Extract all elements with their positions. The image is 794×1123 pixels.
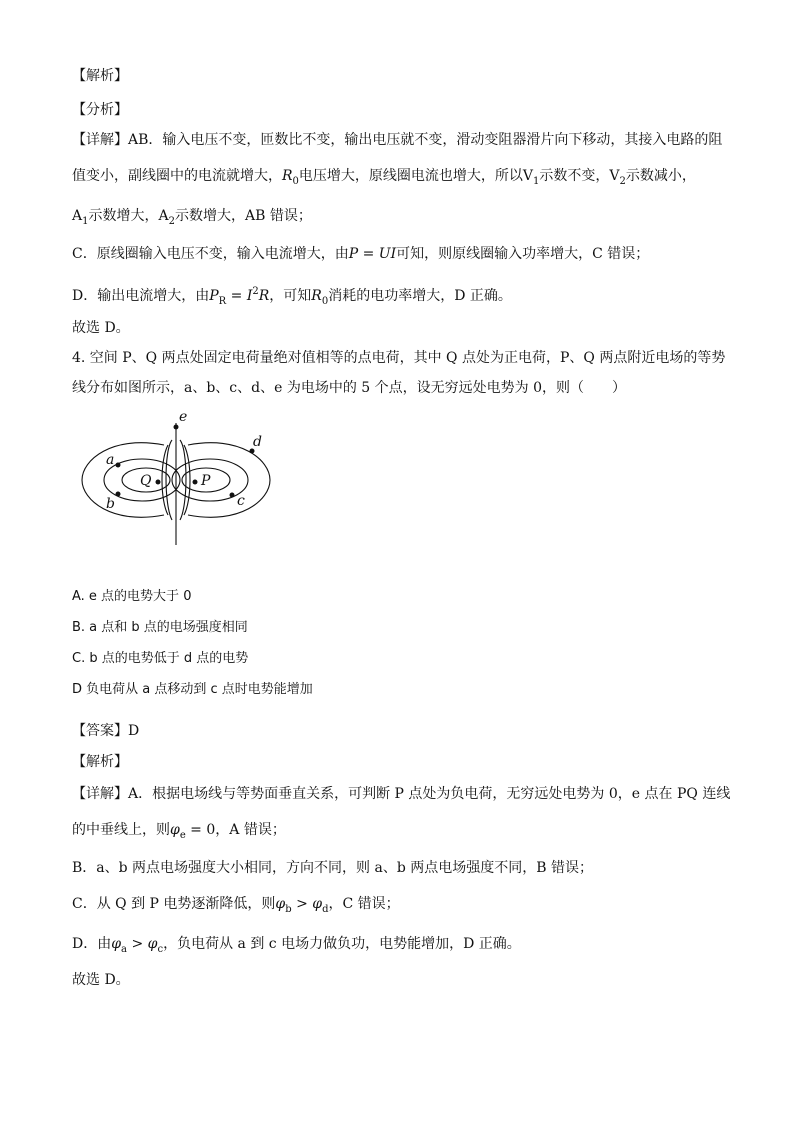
q3-detail-line-2 bbox=[72, 166, 696, 192]
ammeter-a1: A bbox=[72, 208, 83, 224]
formula-value: = 0 bbox=[185, 822, 216, 838]
subscript: 2 bbox=[168, 216, 175, 227]
subscript: 1 bbox=[533, 176, 540, 187]
q3-detail-line-1: 【详解】AB．输入电压不变，匝数比不变，输出电压就不变，滑动变阻器滑片向下移动，其接入电路的阻 bbox=[72, 132, 723, 148]
q3-detail-text: 示数不变， bbox=[539, 168, 610, 184]
phi: φ bbox=[312, 896, 323, 912]
label-d: d bbox=[253, 434, 262, 450]
q4-option-a: A. e 点的电势大于 0 bbox=[72, 589, 192, 604]
q3-text: 消耗的电功率增大，D 正确。 bbox=[328, 288, 512, 304]
voltmeter-v1: V bbox=[522, 168, 534, 184]
q-curve-inner-1 bbox=[166, 440, 172, 520]
gt-sign: > bbox=[291, 896, 313, 912]
resistor-r0: R bbox=[282, 168, 293, 184]
point-a bbox=[116, 463, 121, 468]
q3-detail-text: 电压增大，原线圈电流也增大，所以 bbox=[298, 168, 523, 184]
label-b: b bbox=[106, 496, 115, 512]
subscript: a bbox=[121, 944, 128, 955]
subscript: c bbox=[157, 944, 164, 955]
q4-option-d: D 负电荷从 a 点移动到 c 点时电势能增加 bbox=[72, 682, 313, 697]
q4-c-analysis bbox=[72, 894, 400, 920]
q4-jiexi: 【解析】 bbox=[72, 754, 128, 770]
q4-text: 的中垂线上，则 bbox=[72, 822, 170, 838]
q3-text: ，可知 bbox=[269, 288, 312, 304]
q-equipotential-outer bbox=[82, 443, 164, 518]
label-a: a bbox=[106, 452, 115, 468]
charge-p bbox=[193, 480, 198, 485]
q3-detail-text: 值变小，副线圈中的电流就增大， bbox=[72, 168, 282, 184]
resistor-r0: R bbox=[311, 288, 322, 304]
q3-text: D．输出电流增大，由 bbox=[72, 288, 210, 304]
subscript: 2 bbox=[619, 176, 626, 187]
label-p: P bbox=[201, 473, 211, 489]
subscript: 0 bbox=[321, 296, 329, 307]
gt-sign: > bbox=[127, 936, 148, 952]
q4-d-analysis bbox=[72, 934, 521, 960]
q4-detail-line-1: 【详解】A．根据电场线与等势面垂直关系，可判断 P 点处为负电荷，无穷远处电势为 0，e 点在 PQ 连线 bbox=[72, 786, 731, 802]
q3-option-d-analysis bbox=[72, 282, 512, 312]
phi: φ bbox=[147, 936, 158, 952]
charge-q bbox=[156, 480, 161, 485]
power-formula: P = UI bbox=[348, 246, 397, 262]
subscript: 0 bbox=[292, 176, 299, 187]
ammeter-a2: A bbox=[158, 208, 169, 224]
q3-detail-text: 示数增大，AB 错误； bbox=[175, 208, 312, 224]
q3-detail-text: 示数减小， bbox=[625, 168, 696, 184]
q4-detail-line-2 bbox=[72, 820, 286, 846]
point-c bbox=[230, 493, 235, 498]
q4-text: D．由 bbox=[72, 936, 112, 952]
subscript: R bbox=[218, 296, 227, 307]
subscript: b bbox=[285, 904, 292, 915]
q4-choose: 故选 D。 bbox=[72, 972, 130, 988]
label-c: c bbox=[237, 493, 245, 509]
section-fenxi: 【分析】 bbox=[72, 102, 128, 118]
q4-stem-line-2: 线分布如图所示，a、b、c、d、e 为电场中的 5 个点，设无穷远处电势为 0，则（ ） bbox=[72, 380, 627, 396]
voltmeter-v2: V bbox=[609, 168, 620, 184]
point-b bbox=[116, 492, 121, 497]
q4-text: ，负电荷从 a 到 c 电场力做负功，电势能增加，D 正确。 bbox=[163, 936, 521, 952]
section-jiexi: 【解析】 bbox=[72, 68, 128, 84]
point-e bbox=[174, 425, 179, 430]
q4-text: ，A 错误； bbox=[215, 822, 286, 838]
superscript: 2 bbox=[252, 286, 259, 297]
q4-answer: 【答案】D bbox=[72, 723, 140, 739]
label-e: e bbox=[179, 409, 188, 425]
equipotential-figure bbox=[72, 405, 282, 550]
q3-text: 可知，则原线圈输入功率增大，C 错误； bbox=[396, 246, 650, 262]
q4-stem-line-1: 4. 空间 P、Q 两点处固定电荷量绝对值相等的点电荷，其中 Q 点处为正电荷，P、Q 两点附近电场的等势 bbox=[72, 350, 726, 366]
phi: φ bbox=[111, 936, 122, 952]
formula-eq: = I bbox=[226, 288, 253, 304]
p-curve-inner-1 bbox=[180, 440, 186, 520]
q4-option-c: C. b 点的电势低于 d 点的电势 bbox=[72, 651, 249, 666]
q4-text: ，C 错误； bbox=[328, 896, 400, 912]
subscript: 1 bbox=[82, 216, 89, 227]
q3-text: C．原线圈输入电压不变，输入电流增大，由 bbox=[72, 246, 349, 262]
q4-b-analysis: B．a、b 两点电场强度大小相同，方向不同，则 a、b 两点电场强度不同，B 错误； bbox=[72, 860, 593, 876]
subscript: e bbox=[179, 830, 186, 841]
q3-option-c-analysis bbox=[72, 244, 649, 264]
q3-choose: 故选 D。 bbox=[72, 320, 130, 336]
formula-p: P bbox=[209, 288, 219, 304]
q4-text: C．从 Q 到 P 电势逐渐降低，则 bbox=[72, 896, 276, 912]
phi: φ bbox=[275, 896, 286, 912]
subscript: d bbox=[322, 904, 329, 915]
label-q: Q bbox=[140, 473, 152, 489]
formula-r: R bbox=[258, 288, 270, 304]
q3-detail-text: 示数增大， bbox=[88, 208, 159, 224]
q4-option-b: B. a 点和 b 点的电场强度相同 bbox=[72, 620, 248, 635]
q3-detail-line-3 bbox=[72, 206, 312, 232]
phi: φ bbox=[170, 822, 180, 838]
